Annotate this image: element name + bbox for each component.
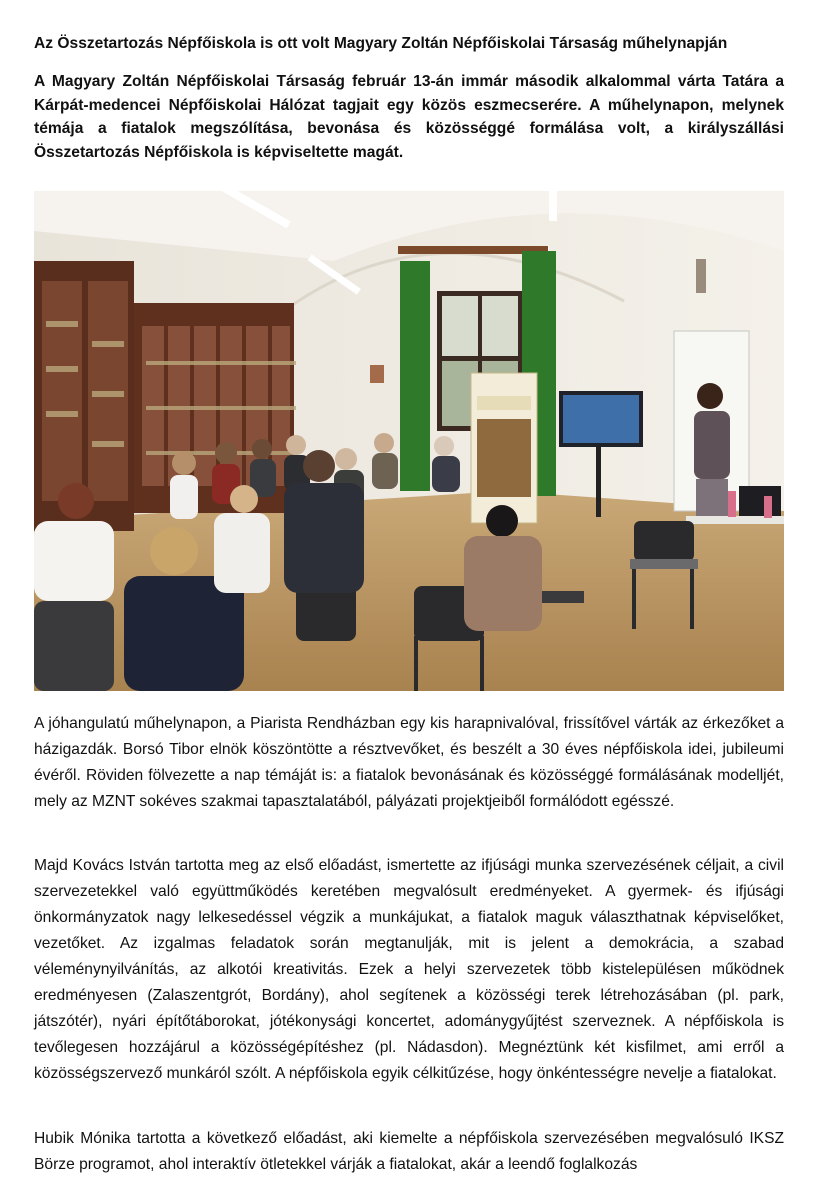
- workshop-photo-illustration: [34, 191, 784, 691]
- article-paragraph: A jóhangulatú műhelynapon, a Piarista Rendházban egy kis harapnivalóval, frissítővel várták az érkezőket a házigazdák. Borsó Tibor elnök köszöntötte a résztvevőket, és beszélt a 30 éves népfőiskola idei, jubileumi évéről. Röviden fölvezette a nap témáját is: a fiatalok bevonásának és közösséggé formálásának modelljét, mely az MZNT sokéves szakmai tapasztalatából, pályázati projektjeiből formálódott egésszé.: [34, 715, 784, 810]
- article-title: Az Összetartozás Népfőiskola is ott volt Magyary Zoltán Népfőiskolai Társaság műhelynapján: [34, 35, 728, 52]
- article-paragraph: Majd Kovács István tartotta meg az első előadást, ismertette az ifjúsági munka szervezésének céljait, a civil szervezetekkel való együttműködés keretében megvalósult eredményeket. A gyermek- és ifjúsági önkormányzatok nagy lelkesedéssel végzik a munkájukat, a fiatalok maguk választhatnak képviselőket, vezetőket. Az izgalmas feladatok során megtanulják, mit is jelent a demokrácia, a szabad véleménynyilvánítás, az alkotói kreativitás. Ezek a helyi szervezetek több kistelepülésen működnek eredményesen (Zalaszentgrót, Bordány), ahol segítenek a közösségi terek létrehozásában (pl. park, játszótér), nyári építőtáborokat, jótékonysági koncertet, adománygyűjtést szerveznek. A népfőiskola is tevőlegesen hozzájárul a közösségépítéshez (pl. Nádasdon). Megnéztünk két kisfilmet, ami erről a közösségszervező munkáról szólt. A népfőiskola egyik célkitűzése, hogy önkéntességre nevelje a fiatalokat.: [34, 857, 784, 1082]
- article-lead: A Magyary Zoltán Népfőiskolai Társaság február 13-án immár második alkalommal várta Tatára a Kárpát-medencei Népfőiskolai Hálózat tagjait egy közös eszmecserére. A műhelynapon, melynek témája a fiatalok megszólítása, bevonása és közösséggé formálása volt, a királyszállási Összetartozás Népfőiskola is képviseltette magát.: [34, 73, 784, 161]
- workshop-photo: [34, 191, 784, 691]
- article-paragraph: Hubik Mónika tartotta a következő előadást, aki kiemelte a népfőiskola szervezésében megvalósuló IKSZ Börze programot, ahol interaktív ötletekkel várják a fiatalokat, akár a leendő foglalkozás: [34, 1130, 784, 1173]
